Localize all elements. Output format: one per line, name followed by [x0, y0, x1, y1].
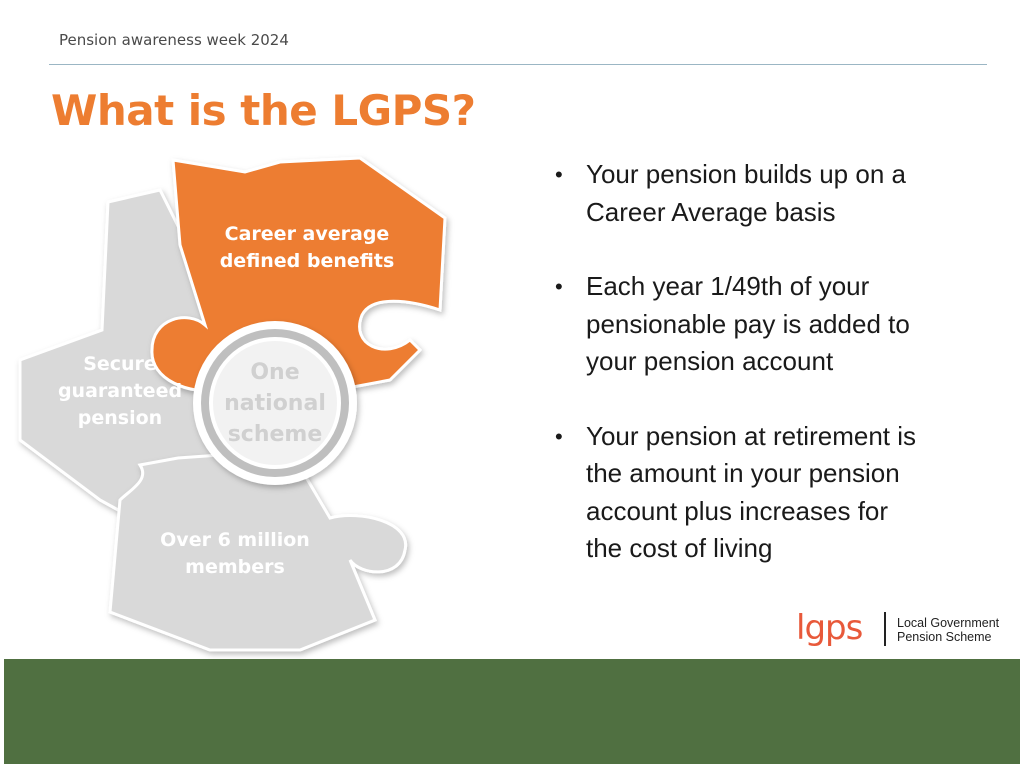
bullet-dot-icon: •: [555, 423, 563, 449]
bullet-item: • Each year 1/49th of your pensionable pay is added to your pension account: [553, 268, 973, 381]
bullet-dot-icon: •: [555, 162, 563, 187]
lgps-logo: [796, 608, 1006, 652]
bottom-piece-label-1: Over 6 million: [160, 529, 310, 551]
center-label-1: One: [250, 360, 300, 385]
center-label-3: scheme: [227, 422, 323, 447]
page-title: What is the LGPS?: [51, 86, 476, 135]
top-piece-label-2: defined benefits: [219, 250, 395, 272]
left-piece-label-2: guaranteed: [57, 380, 183, 402]
bullet-dot-icon: •: [555, 274, 563, 299]
footer-band: [4, 659, 1020, 764]
top-piece-label-1: Career average: [224, 223, 390, 245]
lgps-logo-mark: lgps: [796, 608, 863, 648]
header-label: Pension awareness week 2024: [59, 31, 289, 49]
bottom-piece-label-2: members: [185, 556, 285, 578]
left-piece-label-1: Secure: [83, 353, 157, 375]
puzzle-graphic: [0, 150, 470, 660]
left-piece-label-3: pension: [77, 407, 163, 429]
bullet-item: • Your pension at retirement is the amount in your pension account plus increases for the cost of living: [553, 418, 973, 568]
logo-text: Local Government Pension Scheme: [897, 616, 1000, 644]
logo-divider: [884, 612, 886, 646]
bullet-list: [553, 156, 973, 605]
center-label-2: national: [224, 391, 326, 416]
bullet-item: • Your pension builds up on a Career Average basis: [553, 156, 973, 231]
header-divider: [49, 64, 987, 65]
